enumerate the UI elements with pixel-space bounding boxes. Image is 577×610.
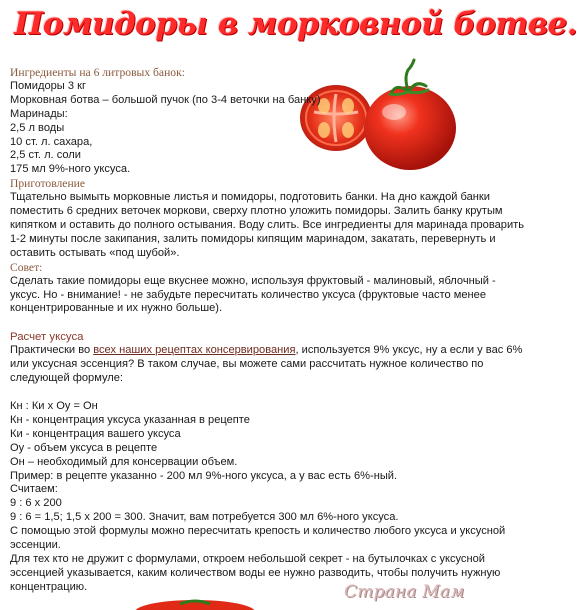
ingredient-item: 175 мл 9%-ного уксуса.	[10, 163, 131, 176]
formula-line: Кн : Ки х Оу = Он	[10, 400, 98, 413]
vinegar-intro-line	[10, 344, 523, 358]
preparation-heading: Приготовление	[10, 177, 86, 191]
formula-line: концентрацию.	[10, 580, 88, 593]
recipe-content	[10, 66, 525, 595]
formula-line: С помощью этой формулы можно пересчитать крепость и количество любого уксуса и уксусной	[10, 525, 506, 538]
formula-line: Оу - объем уксуса в рецепте	[10, 441, 158, 454]
advice-line: уксус. Но - внимание! - не забудьте пересчитать количество уксуса (фруктовые часто менее	[10, 288, 487, 301]
advice-line: концентрированные и их нужно больше).	[10, 302, 223, 315]
ingredient-item: Маринады:	[10, 107, 68, 120]
formula-line: эссенции.	[10, 539, 61, 552]
preparation-line: Тщательно вымыть морковные листья и помидоры, подготовить банки. На дно каждой банки	[10, 191, 490, 204]
formula-line: Он – необходимый для консервации объем.	[10, 455, 238, 468]
preparation-line: 1-2 минуты после закипания, залить помидоры кипящим маринадом, закатать, перевернуть и	[10, 232, 496, 245]
site-watermark: Страна Мам	[344, 582, 465, 602]
tomato-top-image	[120, 598, 270, 610]
formula-line: эссенцией указывается, каким количеством воды ее нужно разводить, чтобы получить нужную	[10, 566, 501, 579]
ingredient-item: Морковная ботва – большой пучок (по 3-4 веточки на банку)	[10, 93, 321, 106]
preparation-line: кипятком и оставить до полного остывания. Воду слить. Все ингредиенты для маринада проварить	[10, 218, 525, 231]
ingredient-item: 10 ст. л. сахара,	[10, 135, 93, 148]
intro-text-before: Практически во	[10, 344, 94, 357]
preparation-text	[10, 191, 525, 261]
formula-line: 9 : 6 х 200	[10, 497, 62, 510]
formula-line: Считаем:	[10, 483, 58, 496]
formula-line: 9 : 6 = 1,5; 1,5 х 200 = 300. Значит, вам потребуется 300 мл 6%-ного уксуса.	[10, 511, 399, 524]
page-title: Помидоры в морковной ботве.	[14, 6, 577, 42]
ingredient-item: 2,5 ст. л. соли	[10, 149, 81, 162]
vinegar-intro-line: или уксусная эссенция? В таком случае, вы можете сами рассчитать нужное количество по	[10, 358, 484, 371]
ingredients-list	[10, 80, 462, 177]
vinegar-heading: Расчет уксуса	[10, 331, 84, 344]
formula-line: Кн - концентрация уксуса указанная в рецепте	[10, 413, 250, 426]
canning-recipes-link[interactable]: всех наших рецептах консервирования	[93, 344, 296, 357]
formula-line: Ки - концентрация вашего уксуса	[10, 427, 181, 440]
preparation-line: оставить остывать «под шубой».	[10, 246, 180, 259]
advice-text	[10, 274, 496, 317]
ingredient-item: 2,5 л воды	[10, 121, 65, 134]
advice-heading: Совет:	[10, 260, 43, 274]
intro-text-after: , используется 9% уксус, ну а если у вас 6%	[295, 344, 523, 357]
advice-line: Сделать такие помидоры еще вкуснее можно, используя фруктовый - малиновый, яблочный -	[10, 274, 496, 287]
formula-line: Для тех кто не дружит с формулами, откроем небольшой секрет - на бутылочках с уксусной	[10, 553, 485, 565]
ingredients-heading: Ингредиенты на 6 литровых банок:	[10, 66, 185, 79]
vinegar-intro-line: следующей формуле:	[10, 372, 123, 385]
formula-block	[10, 400, 506, 595]
preparation-line: поместить 6 средних веточек моркови, сверху плотно уложить помидоры. Залить банку крутым	[10, 205, 503, 218]
ingredient-item: Помидоры 3 кг	[10, 79, 86, 92]
formula-line: Пример: в рецепте указанно - 200 мл 9%-ного уксуса, а у вас есть 6%-ный.	[10, 469, 398, 482]
